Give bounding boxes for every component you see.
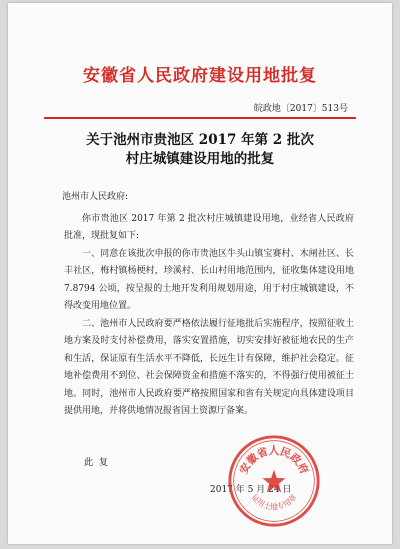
salutation: 池州市人民政府:: [62, 192, 129, 202]
svg-text:征用土地专用章: [250, 492, 299, 512]
document-number: 皖政地〔2017〕513号: [253, 104, 348, 114]
paragraph-item-1: 一、同意在该批次申报的你市贵池区牛头山镇宝赛村、木闸社区、长丰社区，梅村镇杨梗村，珍溪村、长山村用地范围内，征收集体建设用地 7.8794 公顷，按呈报的土地开发利用规划用途，用于村庄城镇建设，不得改变用地位置。: [64, 248, 354, 311]
seal-lower-text: 征用土地专用章: [249, 492, 299, 512]
header-divider: [44, 117, 356, 119]
document-title: [8, 131, 392, 169]
paragraph-item-2: 二、池州市人民政府要严格依法履行征地批后实施程序，按照征收土地方案及时支付补偿费用，落实安置措施，切实安排好被征地农民的生产和生活，保证原有生活水平不降低，长远生计有保障，维护社会稳定。征地补偿费用不到位、社会保障资金和措施不落实的，不得强行使用被征土地。同时，池州市人民政府要严格按照国家和省有关规定向具体建设项目提供用地，并将供地情况报省国土资源厅备案。: [64, 318, 354, 416]
seal-upper-text: 安徽省人民政府: [237, 445, 311, 476]
official-seal-stamp: [226, 433, 322, 529]
paragraph-intro: 你市贵池区 2017 年第 2 批次村庄城镇建设用地，业经省人民政府批准，现批复如下:: [64, 213, 354, 241]
closing-text: 此复: [84, 458, 115, 468]
seal-star-icon: [262, 469, 285, 492]
document-body: [64, 189, 354, 421]
title-line-1: 关于池州市贵池区 2017 年第 2 批次: [86, 132, 314, 148]
document-header: 安徽省人民政府建设用地批复: [83, 66, 317, 86]
issue-date: 2017 年 5 月 24 日: [210, 485, 292, 495]
title-line-2: 村庄城镇建设用地的批复: [125, 151, 275, 167]
document-page: [8, 3, 392, 544]
